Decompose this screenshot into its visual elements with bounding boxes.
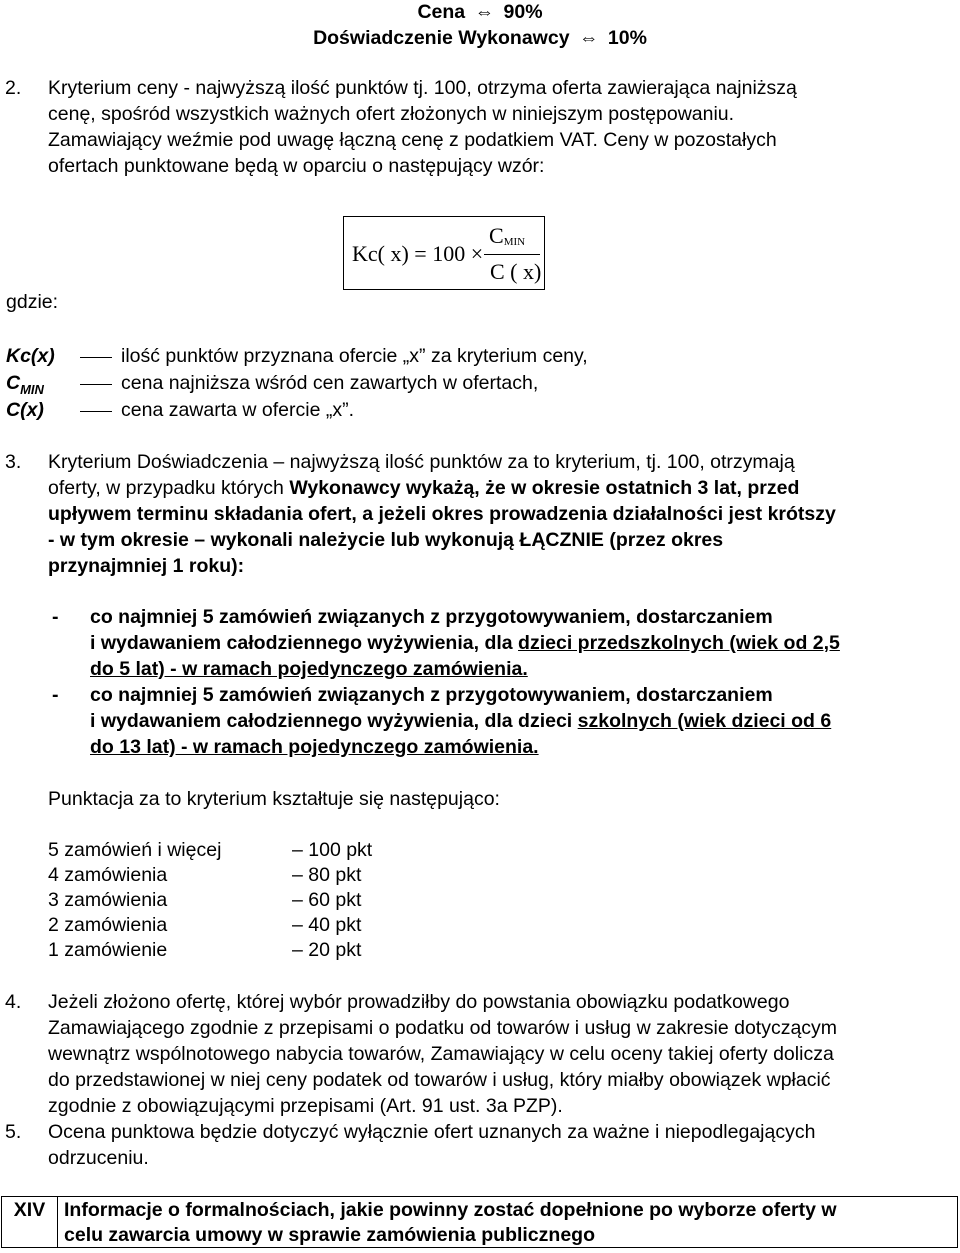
header-experience-label: Doświadczenie Wykonawcy [313,27,570,49]
section-4-line-1: Jeżeli złożono ofertę, której wybór prowadziłby do powstania obowiązku podatkowego [48,991,790,1013]
section-5-line-1: Ocena punktowa będzie dotyczyć wyłącznie ofert uznanych za ważne i niepodlegających [48,1121,816,1143]
score-label: 2 zamówienia [48,914,168,936]
section-xiv-line-1: Informacje o formalnościach, jakie powinny zostać dopełnione po wyborze oferty w [64,1199,837,1221]
legend-dash [80,357,112,358]
section-2-line-4: ofertach punktowane będą w oparciu o następujący wzór: [48,155,545,177]
section-4-line-4: do przedstawionej w niej ceny podatek od towarów i usług, który miałby obowiązek wpłacić [48,1069,831,1091]
section-5-line-2: odrzuceniu. [48,1147,149,1169]
section-4-line-5: zgodnie z obowiązującymi przepisami (Art. 91 ust. 3a PZP). [48,1095,563,1117]
section-4-line-2: Zamawiającego zgodnie z przepisami o podatku od towarów i usług w zakresie dotyczącym [48,1017,838,1039]
section-3-number: 3. [5,451,22,473]
section-5-number: 5. [5,1121,22,1143]
bullet-1-line-2: i wydawaniem całodziennego wyżywienia, dla dzieci przedszkolnych (wiek od 2,5 [90,632,840,654]
fraction-bar [484,254,540,255]
legend-dash [80,411,112,412]
score-value: – 60 pkt [292,889,362,911]
legend-term-cmin: $C_{MIN}$ [6,372,44,397]
header-experience-weight: 10% [607,27,647,49]
section-2-number: 2. [5,77,22,99]
bullet-1-line-1: co najmniej 5 zamówień związanych z przygotowywaniem, dostarczaniem [90,606,773,628]
section-3-line-1: Kryterium Doświadczenia – najwyższą ilość punktów za to kryterium, tj. 100, otrzymają [48,451,795,473]
bullet-2-line-3: do 13 lat) - w ramach pojedynczego zamówienia. [90,736,539,758]
section-2-line-2: cenę, spośród wszystkich ważnych ofert złożonych w niniejszym postępowaniu. [48,103,735,125]
section-2-line-3: Zamawiający weźmie pod uwagę łączną cenę z podatkiem VAT. Ceny w pozostałych [48,129,777,151]
bullet-dash: - [52,684,59,706]
formula-lhs: Kc( x) = 100 × [352,241,484,266]
header-line-1 [0,0,960,26]
legend-term-cx: C(x) [6,399,44,421]
header-cena-weight: 90% [503,1,543,23]
section-4-number: 4. [5,991,22,1013]
section-3-line-4: - w tym okresie – wykonali należycie lub wykonują ŁĄCZNIE (przez okres [48,529,724,551]
bullet-1-line-3: do 5 lat) - w ramach pojedynczego zamówienia. [90,658,528,680]
header-line-2 [0,26,960,52]
score-value: – 20 pkt [292,939,362,961]
legend-dash [80,384,112,385]
section-xiv-heading [58,1197,957,1247]
score-label: 3 zamówienia [48,889,168,911]
score-label: 4 zamówienia [48,864,168,886]
where-label: gdzie: [6,291,59,313]
score-value: – 100 pkt [292,839,373,861]
header-cena-label: Cena [417,1,466,23]
bullet-2-line-1: co najmniej 5 zamówień związanych z przygotowywaniem, dostarczaniem [90,684,773,706]
score-label: 5 zamówień i więcej [48,839,222,861]
formula-denominator: C ( x) [490,259,542,284]
section-xiv-number: XIV [2,1197,58,1247]
section-2-line-1: Kryterium ceny - najwyższą ilość punktów tj. 100, otrzyma oferta zawierająca najniższą [48,77,797,99]
section-xiv-line-2: celu zawarcia umowy w sprawie zamówienia publicznego [64,1224,595,1246]
legend-desc-cx: cena zawarta w ofercie „x”. [121,399,355,421]
score-value: – 80 pkt [292,864,362,886]
section-3-line-2: oferty, w przypadku których Wykonawcy wykażą, że w okresie ostatnich 3 lat, przed [48,477,800,499]
bullet-2-line-2: i wydawaniem całodziennego wyżywienia, dla dzieci szkolnych (wiek dzieci od 6 [90,710,832,732]
price-formula [343,216,545,290]
left-right-arrow-icon: ⇔ [474,1,495,23]
score-value: – 40 pkt [292,914,362,936]
legend-desc-kc: ilość punktów przyznana ofercie „x” za kryterium ceny, [121,345,588,367]
legend-term-kc: Kc(x) [6,345,55,367]
legend-desc-cmin: cena najniższa wśród cen zawartych w ofertach, [121,372,539,394]
section-3-line-3: upływem terminu składania ofert, a jeżeli okres prowadzenia działalności jest krótszy [48,503,836,525]
section-xiv-table [1,1196,958,1248]
formula-numerator: $C_{MIN}$ [489,223,526,248]
score-label: 1 zamówienie [48,939,168,961]
section-4-line-3: wewnątrz wspólnotowego nabycia towarów, Zamawiający w celu oceny takiej oferty dolicza [48,1043,834,1065]
section-3-line-5: przynajmniej 1 roku): [48,555,245,577]
bullet-dash: - [52,606,59,628]
scoring-intro: Punktacja za to kryterium kształtuje się następująco: [48,788,500,810]
left-right-arrow-icon: ⇔ [578,27,599,49]
